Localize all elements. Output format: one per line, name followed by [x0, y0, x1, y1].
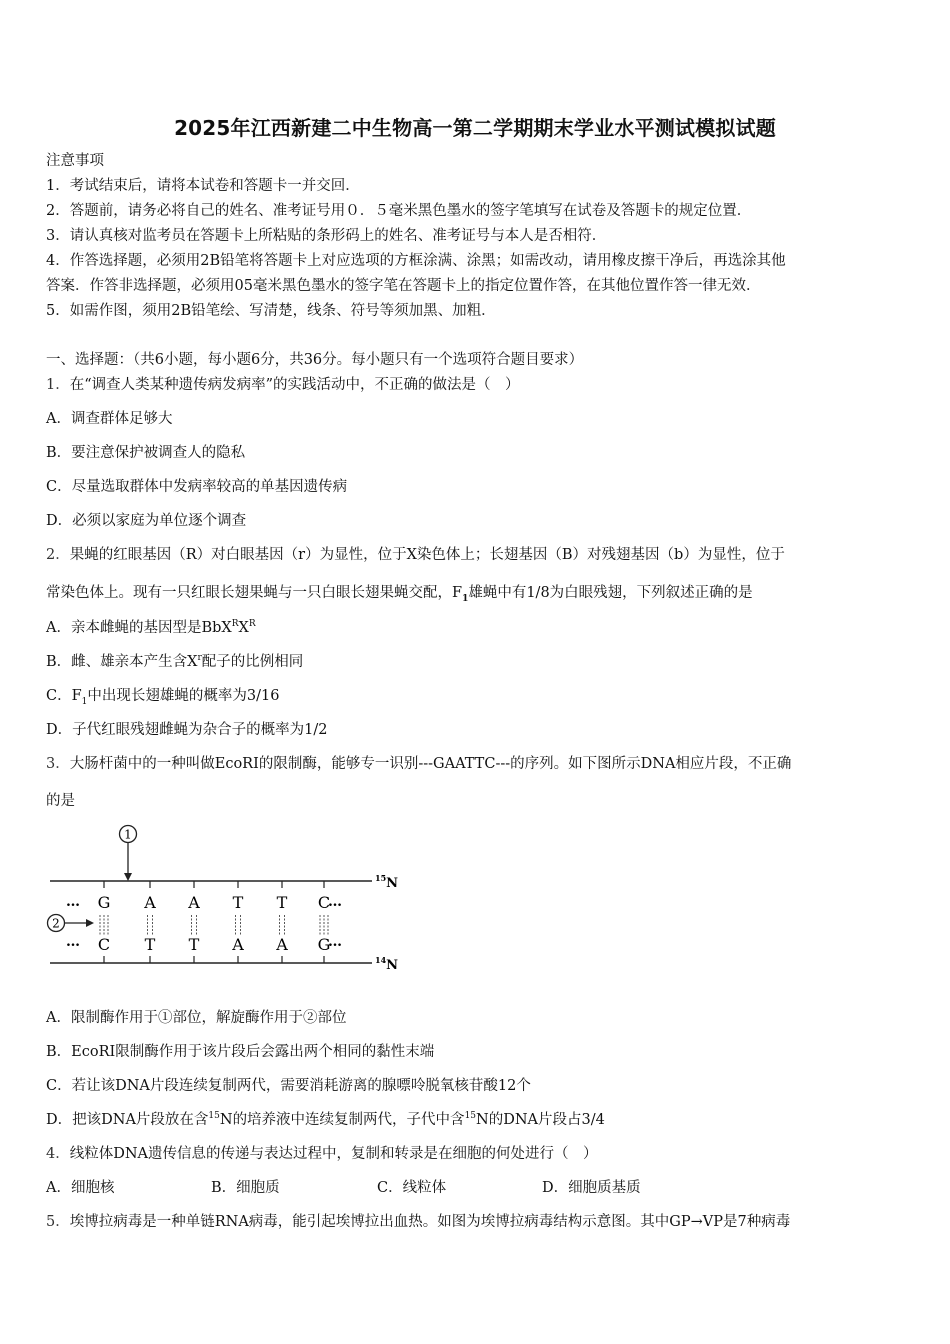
- question-4-option-c: C．线粒体: [377, 1180, 447, 1196]
- question-4-text: 线粒体DNA遗传信息的传递与表达过程中，复制和转录是在细胞的何处进行（ ）: [69, 1146, 598, 1162]
- bottom-isotope-label: [375, 955, 398, 973]
- question-1-number: 1．: [46, 377, 70, 393]
- q2c-post: 中出现长翅雄蝇的概率为3/16: [87, 688, 280, 704]
- top-isotope-label: [375, 873, 398, 891]
- bottom-isotope-n: N: [386, 958, 399, 973]
- bottom-base-A: A: [276, 935, 288, 954]
- question-5-stem: [46, 1212, 790, 1232]
- q3d-sup1: 15: [208, 1111, 220, 1122]
- question-4-number: 4．: [46, 1146, 70, 1162]
- question-3-stem-line1: [46, 754, 791, 774]
- question-4-option-d: D．细胞质基质: [542, 1180, 641, 1196]
- question-3-option-d: [46, 1110, 605, 1130]
- notice-item-1: 1．考试结束后，请将本试卷和答题卡一并交回．: [46, 178, 360, 194]
- notice-item-4: 4．作答选择题，必须用2B铅笔将答题卡上对应选项的方框涂满、涂黑；如需改动，请用橡皮擦干净后，再选涂其他: [46, 253, 786, 269]
- question-2-option-d: D．子代红眼残翅雌蝇为杂合子的概率为1/2: [46, 722, 328, 738]
- top-left-dots: …: [66, 894, 80, 910]
- question-1-option-d: D．必须以家庭为单位逐个调查: [46, 513, 247, 529]
- bottom-left-dots: …: [66, 934, 80, 950]
- question-1-option-a: A．调查群体足够大: [46, 411, 173, 427]
- bottom-base-C: C: [97, 935, 111, 954]
- q2a-sup2: R: [248, 619, 256, 630]
- top-isotope-sup: 15: [375, 873, 387, 883]
- notice-item-4-cont: 答案．作答非选择题，必须用05毫米黑色墨水的签字笔在答题卡上的指定位置作答，在其他位置作答一律无效．: [46, 278, 761, 294]
- top-base-C: C: [317, 893, 331, 912]
- question-3-option-c: C．若让该DNA片段连续复制两代，需要消耗游离的腺嘌呤脱氧核苷酸12个: [46, 1078, 531, 1094]
- question-1-stem: [46, 375, 520, 395]
- dna-diagram: [44, 820, 414, 980]
- notice-item-3: 3．请认真核对监考员在答题卡上所粘贴的条形码上的姓名、准考证号与本人是否相符．: [46, 228, 607, 244]
- question-2-stem-line1: [46, 545, 785, 565]
- question-4-option-a: A．细胞核: [46, 1180, 115, 1196]
- top-isotope-n: N: [386, 876, 399, 891]
- question-4-option-b: B．细胞质: [211, 1180, 280, 1196]
- arrow-2-head: [86, 919, 94, 927]
- notice-item-2: 2．答题前，请务必将自己的姓名、准考证号用０．５毫米黑色墨水的签字笔填写在试卷及答题卡的规定位置．: [46, 203, 752, 219]
- top-base-T: T: [276, 893, 288, 912]
- question-3-number: 3．: [46, 756, 70, 772]
- question-3-option-b: B．EcoRI限制酶作用于该片段后会露出两个相同的黏性末端: [46, 1044, 435, 1060]
- question-2-option-c: [46, 686, 279, 706]
- question-2-option-b: [46, 652, 303, 672]
- question-2-text-2a: 常染色体上。现有一只红眼长翅果蝇与一只白眼长翅果蝇交配，F: [46, 585, 463, 601]
- question-2-stem-line2: [46, 583, 753, 603]
- label-1-text: 1: [124, 827, 132, 842]
- question-4-stem: [46, 1144, 598, 1164]
- question-2-number: 2．: [46, 547, 70, 563]
- top-right-dots: …: [328, 894, 342, 910]
- q3d-sup2: 15: [464, 1111, 477, 1122]
- q2a-mid: X: [238, 620, 249, 636]
- top-base-T: T: [232, 893, 244, 912]
- q3d-pre: D．把该DNA片段放在含: [46, 1112, 209, 1128]
- question-2-text-1: 果蝇的红眼基因（R）对白眼基因（r）为显性，位于X染色体上；长翅基因（B）对残翅基因（b）为显性，位于: [69, 547, 785, 563]
- question-2-option-a: [46, 618, 256, 638]
- section-heading: 一、选择题：（共6小题，每小题6分，共36分。每小题只有一个选项符合题目要求）: [46, 352, 584, 368]
- question-1-text: 在“调查人类某种遗传病发病率”的实践活动中，不正确的做法是（ ）: [69, 377, 520, 393]
- bottom-base-A: A: [232, 935, 244, 954]
- top-base-G: G: [97, 893, 111, 912]
- question-5-text: 埃博拉病毒是一种单链RNA病毒，能引起埃博拉出血热。如图为埃博拉病毒结构示意图。其中GP→VP是7种病毒: [69, 1214, 791, 1230]
- q2c-sub: 1: [81, 696, 88, 707]
- label-2-text: 2: [52, 916, 60, 931]
- question-1-option-c: C．尽量选取群体中发病率较高的单基因遗传病: [46, 479, 348, 495]
- question-1-option-b: B．要注意保护被调查人的隐私: [46, 445, 246, 461]
- bottom-base-T: T: [188, 935, 200, 954]
- q3d-post: N的DNA片段占3/4: [476, 1112, 605, 1128]
- question-3-stem-line2: 的是: [46, 793, 75, 809]
- q2b-sup: r: [197, 653, 202, 664]
- page-title: 2025年江西新建二中生物高一第二学期期末学业水平测试模拟试题: [174, 116, 776, 140]
- q2b-text: B．雌、雄亲本产生含X: [46, 654, 198, 670]
- question-2-subscript: 1: [462, 593, 469, 604]
- q3d-mid: N的培养液中连续复制两代，子代中含: [219, 1112, 465, 1128]
- question-5-number: 5．: [46, 1214, 70, 1230]
- notice-item-5: 5．如需作图，须用2B铅笔绘、写清楚，线条、符号等须加黑、加粗．: [46, 303, 496, 319]
- notice-heading: 注意事项: [46, 153, 104, 169]
- bottom-base-G: G: [317, 935, 331, 954]
- question-3-text-1: 大肠杆菌中的一种叫做EcoRI的限制酶，能够专一识别---GAATTC---的序列。如下图所示DNA相应片段，不正确: [69, 756, 792, 772]
- bottom-isotope-sup: 14: [375, 955, 387, 965]
- bottom-base-T: T: [144, 935, 156, 954]
- arrow-1-head: [124, 873, 132, 881]
- q2c-text: C．F: [46, 688, 82, 704]
- question-3-option-a: A．限制酶作用于①部位，解旋酶作用于②部位: [46, 1010, 347, 1026]
- top-base-A: A: [144, 893, 156, 912]
- question-2-text-2b: 雄蝇中有1/8为白眼残翅，下列叙述正确的是: [468, 585, 753, 601]
- q2a-sup1: R: [231, 619, 239, 630]
- top-base-A: A: [188, 893, 200, 912]
- bottom-right-dots: …: [328, 934, 342, 950]
- q2b-post: 配子的比例相同: [201, 654, 304, 670]
- q2a-text: A．亲本雌蝇的基因型是BbX: [46, 620, 232, 636]
